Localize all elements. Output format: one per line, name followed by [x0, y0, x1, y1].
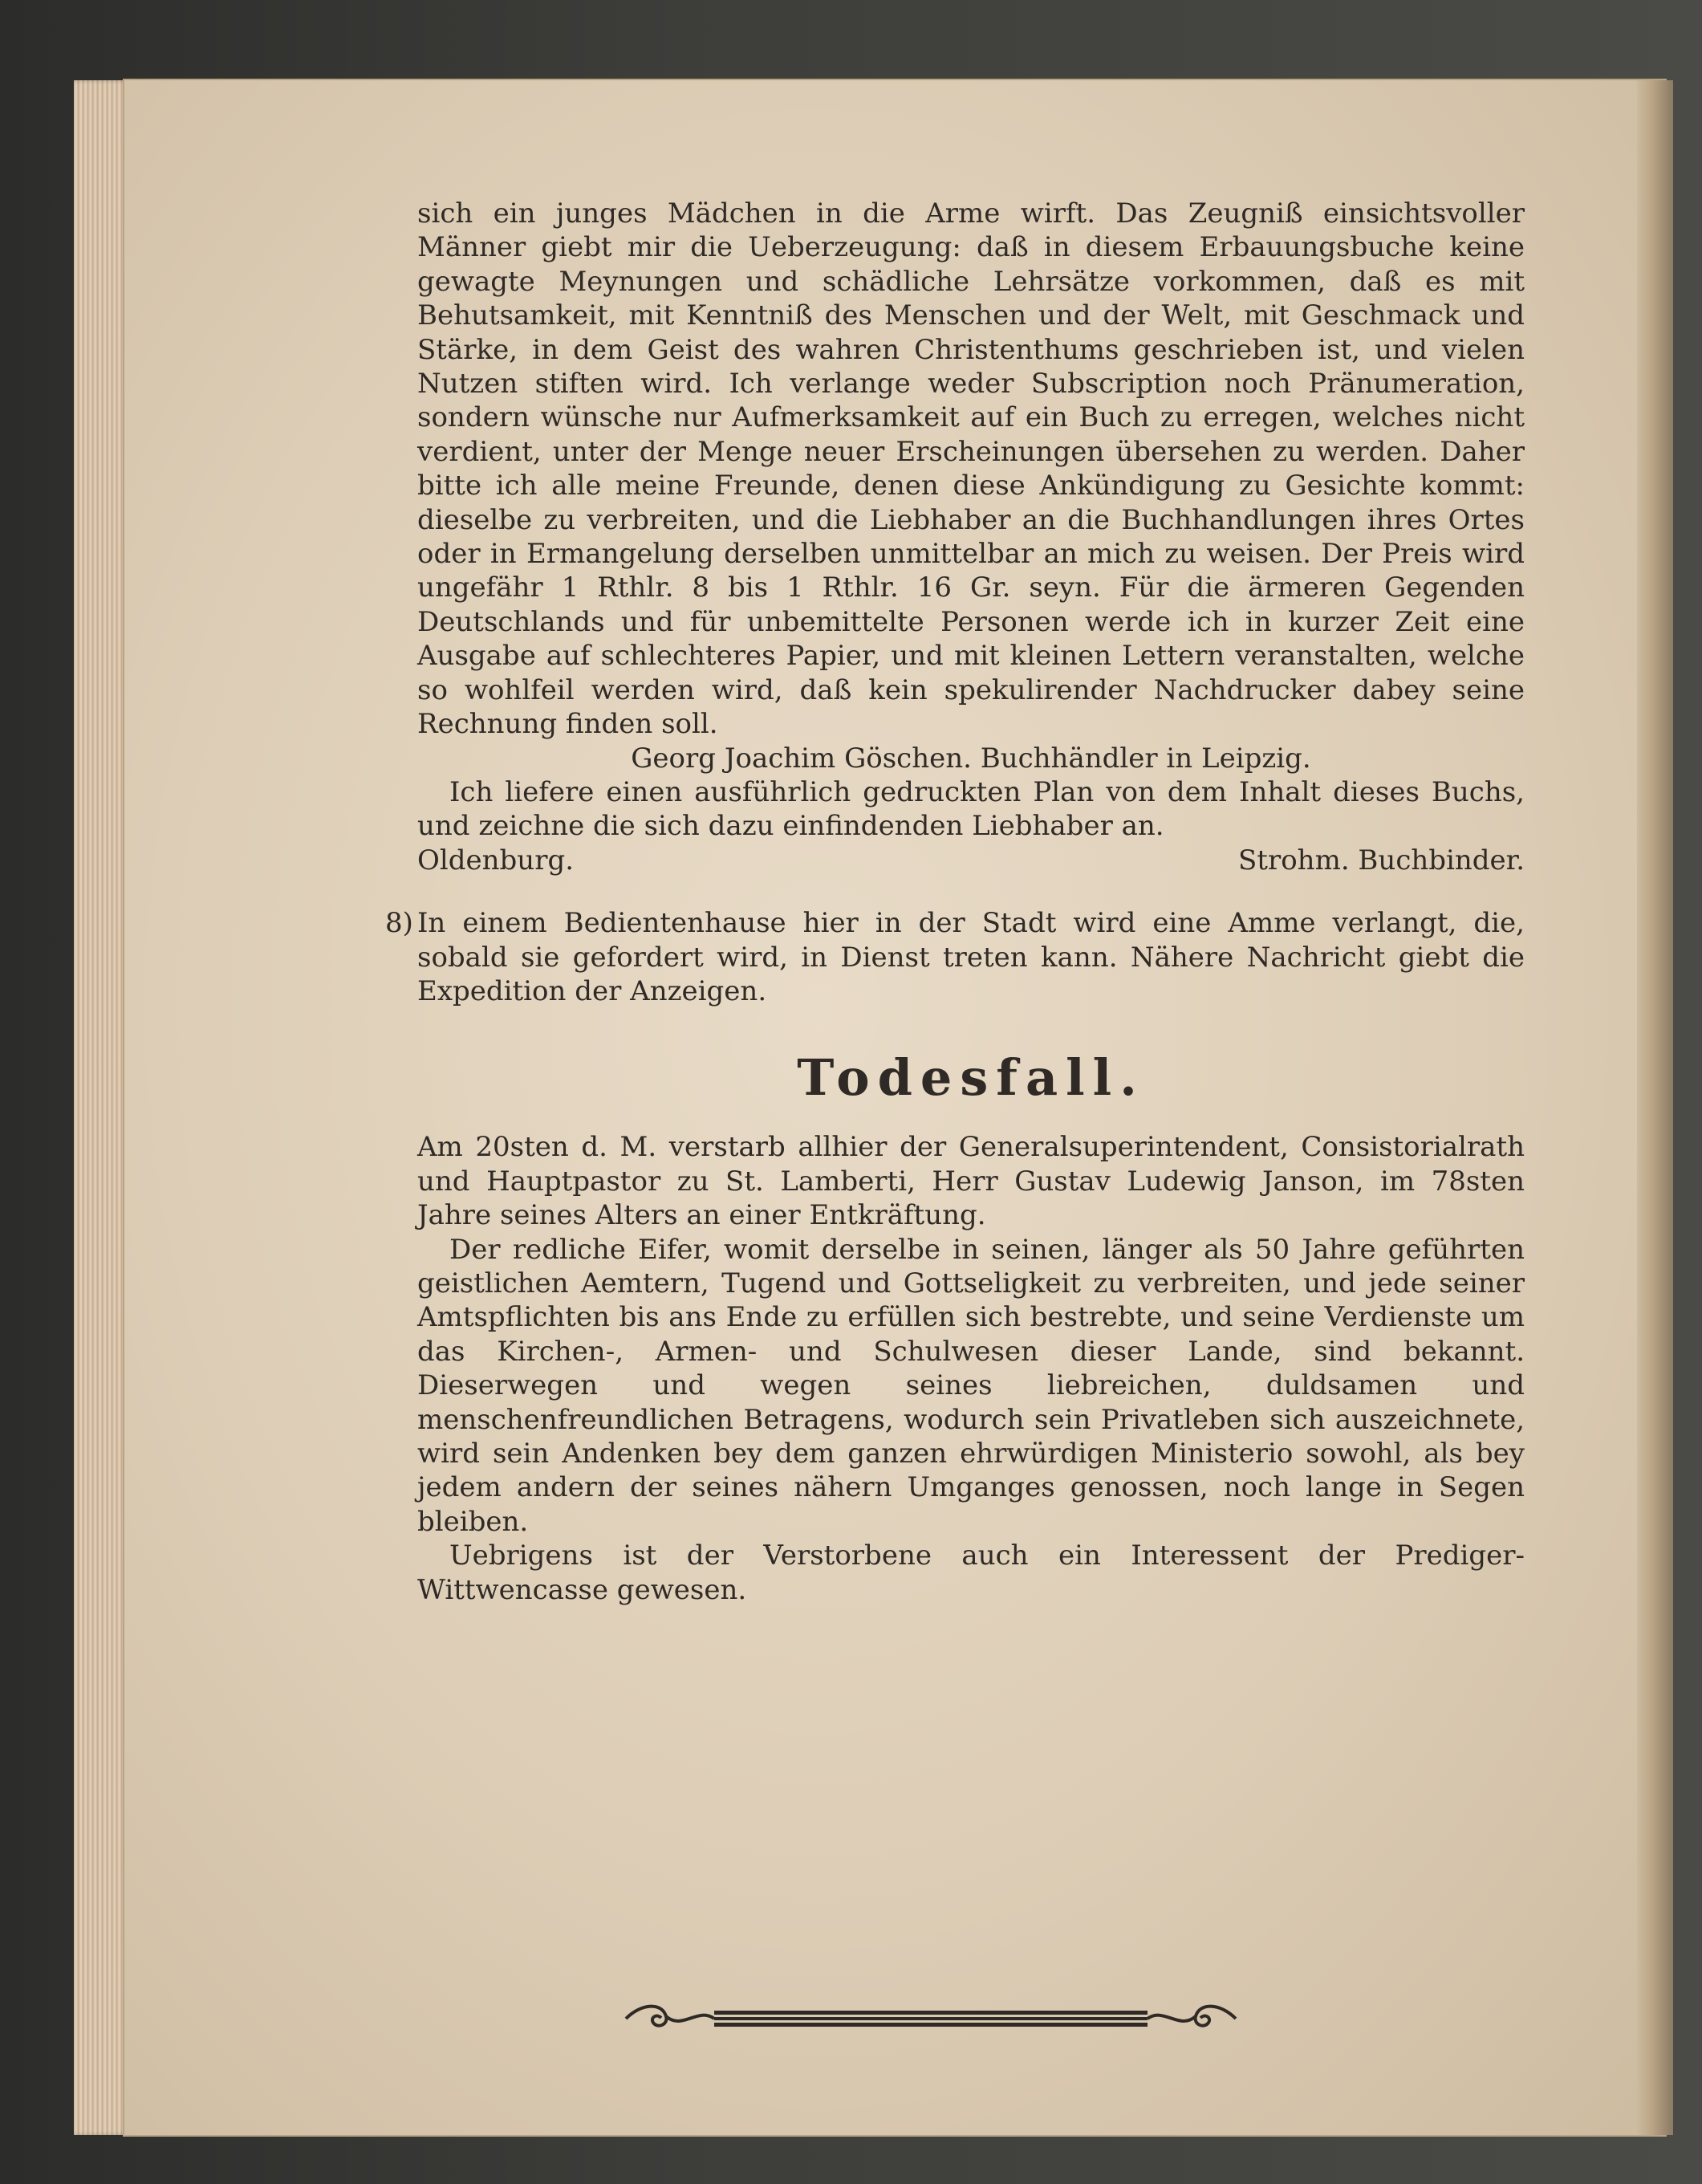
notice-text: In einem Bedientenhause hier in der Stadt wird eine Amme verlangt, die, sobald sie gefordert wird, in Dienst treten kann. Nähere Nachricht giebt die Expedition der Anzeigen.: [417, 907, 1525, 1007]
signature-place: Oldenburg.: [417, 844, 575, 876]
signature-name: Strohm. Buchbinder.: [1238, 844, 1525, 876]
binder-paragraph: Ich liefere einen ausführlich gedruckten Plan von dem Inhalt dieses Buchs, und zeichne die sich dazu einfindenden Liebhaber an.: [417, 775, 1525, 843]
death-notice-paragraph: Am 20sten d. M. verstarb allhier der Generalsuperintendent, Consistorialrath und Hauptpastor zu St. Lamberti, Herr Gustav Ludewig Janson, im 78sten Jahre seines Alters an einer Entkräftung.: [417, 1131, 1525, 1232]
notice-number: 8): [385, 907, 413, 940]
page-text: [385, 197, 1525, 1607]
eulogy-paragraph: Der redliche Eifer, womit derselbe in seinen, länger als 50 Jahre geführten geistlichen Aemtern, Tugend und Gottseligkeit zu verbreiten, und jede seiner Amtspflichten bis ans Ende zu erfüllen sich bestrebte, und seine Verdienste um das Kirchen-, Armen- und Schulwesen dieser Lande, sind bekannt. Dieserwegen und wegen seines liebreichen, duldsamen und menschenfreundlichen Betragens, wodurch sein Privatleben sich auszeichnete, wird sein Andenken bey dem ganzen ehrwürdigen Ministerio sowohl, als bey jedem andern der seines nähern Umganges genossen, noch lange in Segen bleiben.: [417, 1233, 1525, 1538]
ornament-divider-icon: [618, 1999, 1244, 2039]
binder-signature: [417, 844, 1525, 877]
notice-item: [385, 906, 1525, 1008]
book-gutter: [1637, 80, 1673, 2135]
page-edges: [74, 80, 130, 2135]
section-heading: Todesfall.: [797, 1048, 1145, 1108]
closing-paragraph: Uebrigens ist der Verstorbene auch ein Interessent der Prediger-Wittwencasse gewesen.: [417, 1539, 1525, 1606]
announcement-paragraph: sich ein junges Mädchen in die Arme wirft. Das Zeugniß einsichtsvoller Männer giebt mir die Ueberzeugung: daß in diesem Erbauungsbuche keine gewagte Meynungen und schädliche Lehrsätze vorkommen, daß es mit Behutsamkeit, mit Kenntniß des Menschen und der Welt, mit Geschmack und Stärke, in dem Geist des wahren Christenthums geschrieben ist, und vielen Nutzen stiften wird. Ich verlange weder Subscription noch Pränumeration, sondern wünsche nur Aufmerksamkeit auf ein Buch zu erregen, welches nicht verdient, unter der Menge neuer Erscheinungen übersehen zu werden. Daher bitte ich alle meine Freunde, denen diese Ankündigung zu Gesichte kommt: dieselbe zu verbreiten, und die Liebhaber an die Buchhandlungen ihres Ortes oder in Ermangelung derselben unmittelbar an mich zu weisen. Der Preis wird ungefähr 1 Rthlr. 8 bis 1 Rthlr. 16 Gr. seyn. Für die ärmeren Gegenden Deutschlands und für unbemittelte Personen werde ich in kurzer Zeit eine Ausgabe auf schlechteres Papier, und mit kleinen Lettern veranstalten, welche so wohlfeil werden wird, daß kein spekulirender Nachdrucker dabey seine Rechnung finden soll.: [417, 197, 1525, 741]
goeschen-signature: Georg Joachim Göschen. Buchhändler in Leipzig.: [631, 742, 1311, 775]
